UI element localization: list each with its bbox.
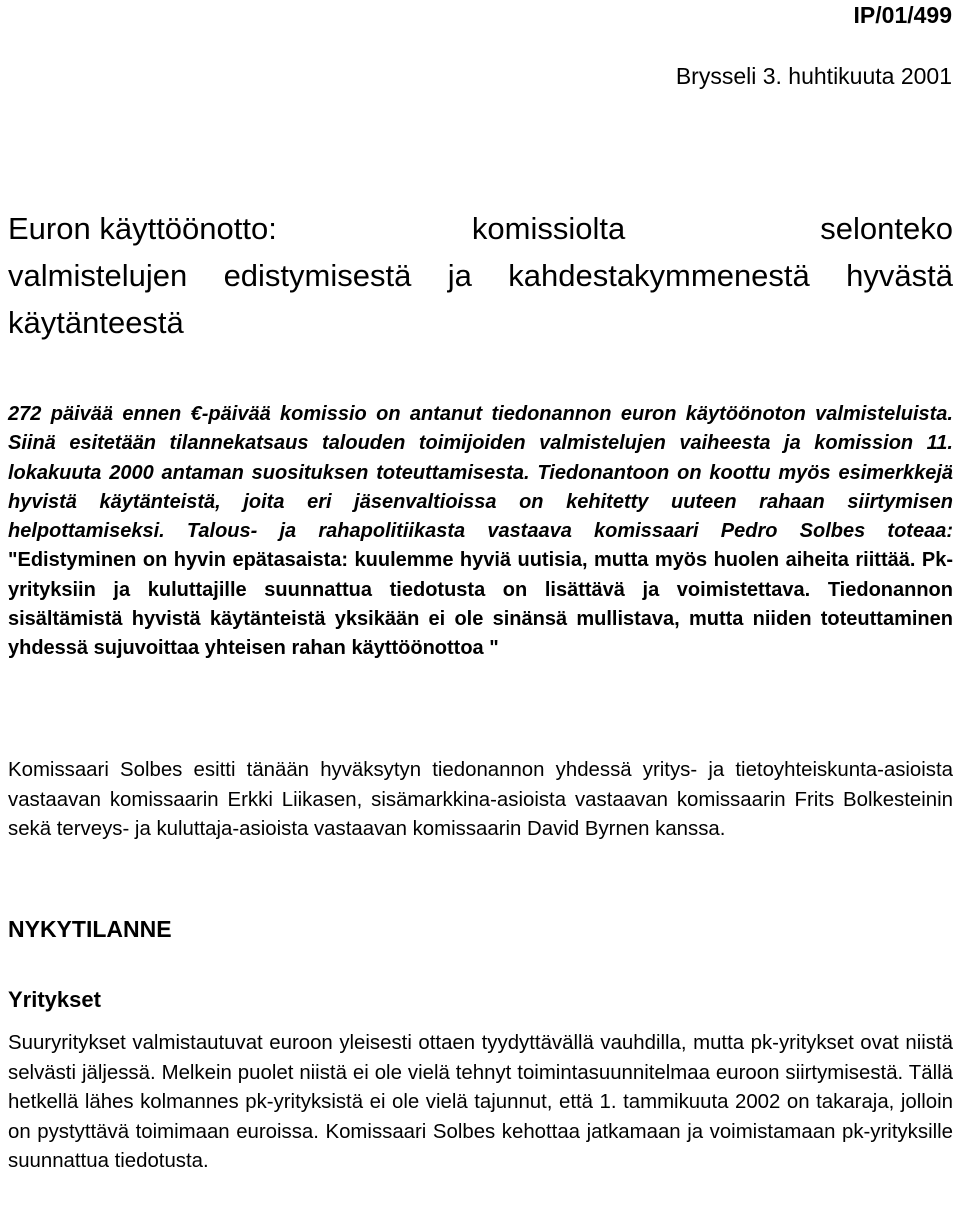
title-word-group-3: selonteko (820, 211, 953, 246)
section-heading: NYKYTILANNE (8, 916, 172, 942)
page-title (8, 205, 953, 346)
place-and-date: Brysseli 3. huhtikuuta 2001 (675, 63, 952, 89)
press-release-reference: IP/01/499 (853, 2, 952, 28)
title-remainder: valmistelujen edistymisestä ja kahdestakymmenestä hyvästä käytänteestä (8, 258, 953, 340)
lead-italic-text: 272 päivää ennen €-päivää komissio on antanut tiedonannon euron käytöönoton valmisteluista. Siinä esitetään tilannekatsaus talouden toimijoiden valmistelujen vaiheesta ja komission 11. lokakuuta 2000 antaman suosituksen toteuttamisesta. Tiedonantoon on koottu myös esimerkkejä hyvistä käytänteistä, joita eri jäsenvaltioissa on kehitetty uuteen rahaan siirtymisen helpottamiseksi. Talous- ja rahapolitiikasta vastaava komissaari Pedro Solbes toteaa: (8, 403, 953, 543)
lead-quote-text: "Edistyminen on hyvin epätasaista: kuulemme hyviä uutisia, mutta myös huolen aiheita riittää. Pk-yrityksiin ja kuluttajille suunnattua tiedotusta on lisättävä ja voimistettava. Tiedonannon sisältämistä hyvistä käytänteistä yksikään ei ole sinänsä mullistava, mutta niiden toteuttaminen yhdessä sujuvoittaa yhteisen rahan käyttöönottoa " (8, 549, 953, 660)
lead-paragraph (8, 400, 953, 664)
body-paragraph-2: Suuryritykset valmistautuvat euroon yleisesti ottaen tyydyttävällä vauhdilla, mutta pk-yritykset ovat niistä selvästi jäljessä. Melkein puolet niistä ei ole vielä tehnyt toimintasuunnitelmaa euroon siirtymisestä. Tällä hetkellä lähes kolmannes pk-yrityksistä ei ole vielä tajunnut, että 1. tammikuuta 2002 on takaraja, jolloin on pystyttävä toimimaan euroissa. Komissaari Solbes kehottaa jatkamaan ja voimistamaan pk-yrityksille suunnattua tiedotusta. (8, 1032, 953, 1172)
title-word-group-1: Euron käyttöönotto: (8, 211, 277, 246)
subsection-heading: Yritykset (8, 987, 101, 1012)
body-paragraph-1: Komissaari Solbes esitti tänään hyväksytyn tiedonannon yhdessä yritys- ja tietoyhteiskunta-asioista vastaavan komissaarin Erkki Liikasen, sisämarkkina-asioista vastaavan komissaarin Frits Bolkesteinin sekä terveys- ja kuluttaja-asioista vastaavan komissaarin David Byrnen kanssa. (8, 759, 953, 840)
title-first-line (8, 205, 953, 252)
title-word-group-2: komissiolta (471, 211, 626, 246)
